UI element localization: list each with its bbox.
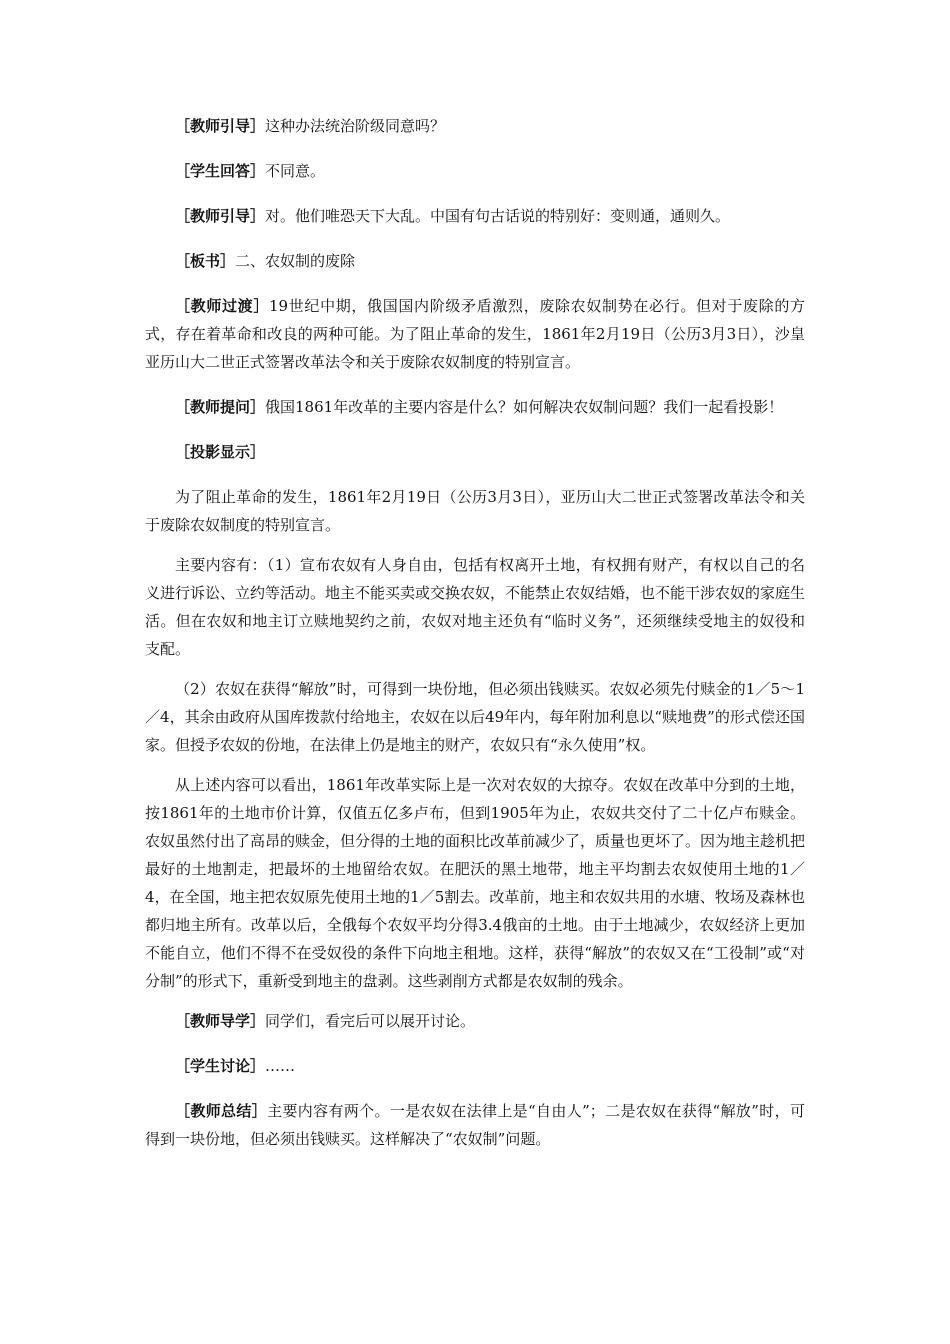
paragraph-tag: ［学生回答］ bbox=[175, 162, 266, 180]
paragraph-text: 对。他们唯恐天下大乱。中国有句古话说的特别好：变则通，通则久。 bbox=[265, 207, 731, 225]
paragraph-text: 为了阻止革命的发生，1861年2月19日（公历3月3日），亚历山大二世正式签署改革法令和关于废除农奴制度的特别宣言。 bbox=[145, 488, 805, 534]
paragraph-tag: ［投影显示］ bbox=[175, 443, 266, 461]
paragraph-teacher-question bbox=[145, 393, 805, 421]
paragraph-text: 二、农奴制的废除 bbox=[235, 252, 356, 270]
paragraph-teacher-summary bbox=[145, 1097, 805, 1153]
paragraph-text: 主要内容有：（1）宣布农奴有人身自由，包括有权离开土地，有权拥有财产，有权以自己的名义进行诉讼、立约等活动。地主不能买卖或交换农奴，不能禁止农奴结婚，也不能干涉农奴的家庭生活。但在农奴和地主订立赎地契约之前，农奴对地主还负有“临时义务”，还须继续受地主的奴役和支配。 bbox=[145, 556, 806, 658]
paragraph-projection-heading bbox=[145, 438, 805, 466]
paragraph-tag: ［教师引导］ bbox=[175, 117, 266, 135]
paragraph-teacher-guide-1 bbox=[145, 112, 805, 140]
paragraph-teacher-guide-2 bbox=[145, 202, 805, 230]
paragraph-text: 从上述内容可以看出，1861年改革实际上是一次对农奴的大掠夺。农奴在改革中分到的土地，按1861年的土地市价计算，仅值五亿多卢布，但到1905年为止，农奴共交付了二十亿卢布赎金。农奴虽然付出了高昂的赎金，但分得的土地的面积比改革前减少了，质量也更坏了。因为地主趁机把最好的土地割走，把最坏的土地留给农奴。在肥沃的黑土地带，地主平均割去农奴使用土地的1／4，在全国，地主把农奴原先使用土地的1／5割去。改革前，地主和农奴共用的水塘、牧场及森林也都归地主所有。改革以后，全俄每个农奴平均分得3.4俄亩的土地。由于土地减少，农奴经济上更加不能自立，他们不得不在受奴役的条件下向地主租地。这样，获得“解放”的农奴又在“工役制”或“对分制”的形式下，重新受到地主的盘剥。这些剥削方式都是农奴制的残余。 bbox=[145, 776, 806, 990]
paragraph-text: （2）农奴在获得“解放”时，可得到一块份地，但必须出钱赎买。农奴必须先付赎金的1／5～1／4，其余由政府从国库拨款付给地主，农奴在以后49年内，每年附加利息以“赎地费”的形式偿还国家。但授予农奴的份地，在法律上仍是地主的财产，农奴只有“永久使用”权。 bbox=[145, 680, 805, 754]
paragraph-tag: ［教师总结］ bbox=[175, 1102, 268, 1120]
paragraph-text: …… bbox=[265, 1057, 296, 1075]
paragraph-tag: ［教师引导］ bbox=[175, 207, 266, 225]
paragraph-tag: ［教师过渡］ bbox=[175, 297, 269, 315]
paragraph-tag: ［教师提问］ bbox=[175, 398, 266, 416]
paragraph-main-content-2 bbox=[145, 675, 805, 759]
paragraph-student-discussion bbox=[145, 1052, 805, 1080]
paragraph-tag: ［教师导学］ bbox=[175, 1012, 266, 1030]
paragraph-text: 同学们，看完后可以展开讨论。 bbox=[265, 1012, 476, 1030]
paragraph-teacher-lead bbox=[145, 1007, 805, 1035]
paragraph-blackboard bbox=[145, 247, 805, 275]
paragraph-tag: ［板书］ bbox=[175, 252, 236, 270]
paragraph-main-content-1 bbox=[145, 551, 805, 663]
paragraph-projection-intro bbox=[145, 483, 805, 539]
paragraph-student-answer bbox=[145, 157, 805, 185]
document-page bbox=[145, 112, 805, 1170]
paragraph-text: 这种办法统治阶级同意吗？ bbox=[265, 117, 446, 135]
paragraph-tag: ［学生讨论］ bbox=[175, 1057, 266, 1075]
paragraph-text: 不同意。 bbox=[265, 162, 326, 180]
paragraph-analysis bbox=[145, 771, 805, 995]
paragraph-text: 19世纪中期，俄国国内阶级矛盾激烈，废除农奴制势在必行。但对于废除的方式，存在着革命和改良的两种可能。为了阻止革命的发生，1861年2月19日（公历3月3日），沙皇亚历山大二世正式签署改革法令和关于废除农奴制度的特别宣言。 bbox=[145, 297, 805, 371]
paragraph-text: 俄国1861年改革的主要内容是什么？如何解决农奴制问题？我们一起看投影！ bbox=[265, 398, 784, 416]
paragraph-teacher-transition bbox=[145, 292, 805, 376]
paragraph-text: 主要内容有两个。一是农奴在法律上是“自由人”；二是农奴在获得“解放”时，可得到一块份地，但必须出钱赎买。这样解决了“农奴制”问题。 bbox=[145, 1102, 805, 1148]
